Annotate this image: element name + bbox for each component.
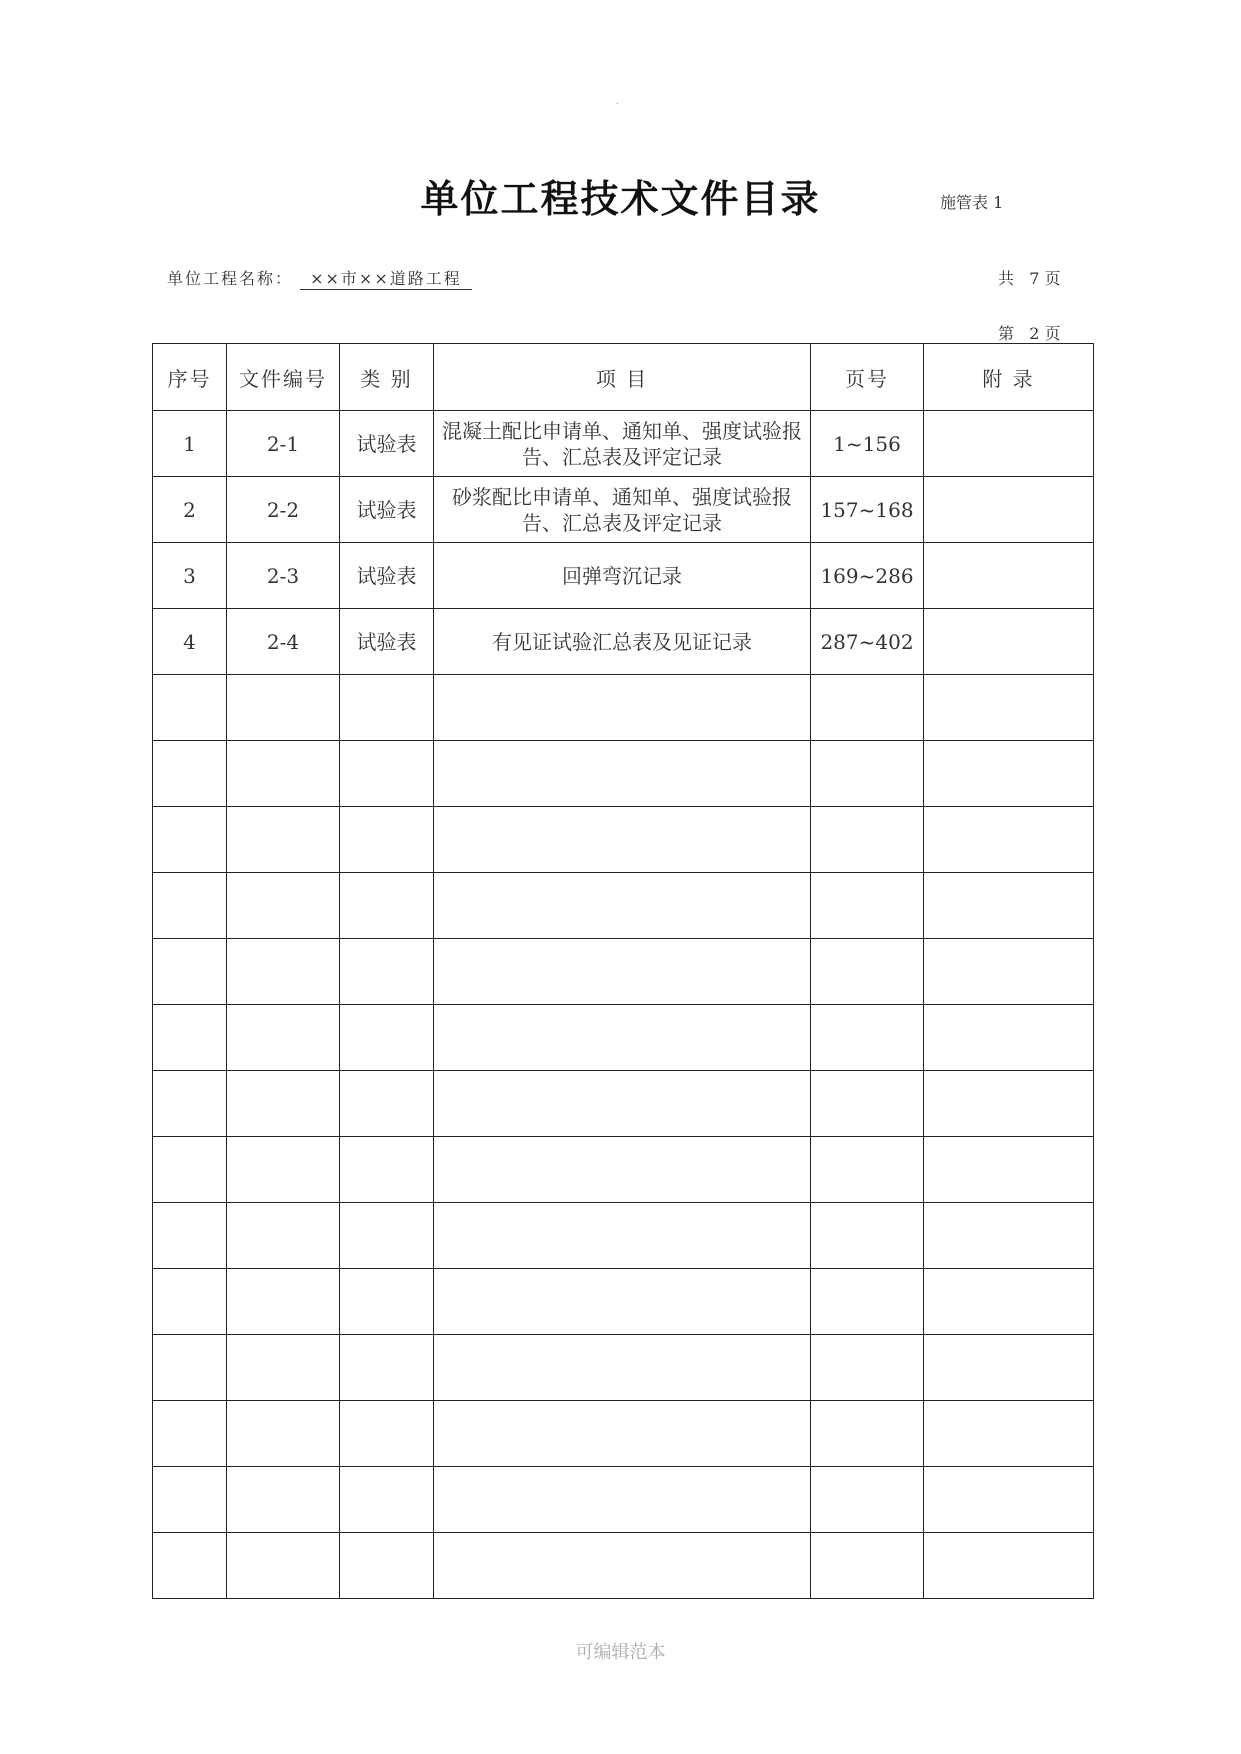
cell-appendix [924, 1401, 1094, 1467]
cell-item [434, 1401, 811, 1467]
cell-appendix [924, 807, 1094, 873]
cell-serial-no [153, 1335, 227, 1401]
cell-page-range [811, 939, 924, 1005]
footer-note: 可编辑范本 [575, 1642, 666, 1663]
cell-category [340, 873, 434, 939]
cell-serial-no [153, 873, 227, 939]
cell-page-range [811, 1269, 924, 1335]
cell-serial-no: 1 [153, 411, 227, 477]
cell-item [434, 1467, 811, 1533]
cell-category [340, 1269, 434, 1335]
cell-category: 试验表 [340, 543, 434, 609]
cell-item [434, 807, 811, 873]
cell-category [340, 741, 434, 807]
cell-category [340, 1203, 434, 1269]
cell-page-range: 169~286 [811, 543, 924, 609]
cell-appendix [924, 741, 1094, 807]
cell-file-no [227, 939, 340, 1005]
cell-serial-no [153, 807, 227, 873]
table-header-row [153, 344, 1094, 411]
cell-category: 试验表 [340, 477, 434, 543]
cell-page-range: 157~168 [811, 477, 924, 543]
top-mark: . [616, 96, 620, 107]
cell-item: 回弹弯沉记录 [434, 543, 811, 609]
cell-file-no: 2-4 [227, 609, 340, 675]
cell-item [434, 873, 811, 939]
cell-file-no: 2-3 [227, 543, 340, 609]
cell-file-no [227, 1533, 340, 1599]
cell-serial-no [153, 741, 227, 807]
cell-page-range [811, 1467, 924, 1533]
cell-page-range [811, 1005, 924, 1071]
cell-appendix [924, 873, 1094, 939]
cell-appendix [924, 1203, 1094, 1269]
cell-category [340, 675, 434, 741]
table-row [153, 1467, 1094, 1533]
table-row [153, 939, 1094, 1005]
cell-item [434, 939, 811, 1005]
table-row [153, 1071, 1094, 1137]
cell-file-no [227, 1269, 340, 1335]
cell-category [340, 1533, 434, 1599]
cell-file-no [227, 1203, 340, 1269]
cell-file-no [227, 1335, 340, 1401]
header-item: 项 目 [434, 344, 811, 411]
cell-serial-no: 4 [153, 609, 227, 675]
cell-item [434, 1533, 811, 1599]
cell-page-range: 1~156 [811, 411, 924, 477]
file-catalog-table [152, 343, 1094, 1599]
cell-item: 砂浆配比申请单、通知单、强度试验报告、汇总表及评定记录 [434, 477, 811, 543]
cell-item: 有见证试验汇总表及见证记录 [434, 609, 811, 675]
table-row [153, 1137, 1094, 1203]
cell-appendix [924, 675, 1094, 741]
cell-category [340, 1335, 434, 1401]
table-row [153, 1269, 1094, 1335]
cell-page-range [811, 675, 924, 741]
table-row [153, 675, 1094, 741]
table-row [153, 1203, 1094, 1269]
cell-appendix [924, 1335, 1094, 1401]
cell-page-range [811, 873, 924, 939]
table-row [153, 1335, 1094, 1401]
cell-category [340, 1401, 434, 1467]
cell-item [434, 1005, 811, 1071]
table-row [153, 873, 1094, 939]
cell-serial-no [153, 1401, 227, 1467]
cell-serial-no [153, 939, 227, 1005]
table-row [153, 411, 1094, 477]
cell-appendix [924, 1071, 1094, 1137]
cell-file-no [227, 807, 340, 873]
cell-category [340, 939, 434, 1005]
cell-category: 试验表 [340, 411, 434, 477]
cell-file-no: 2-1 [227, 411, 340, 477]
cell-category [340, 1071, 434, 1137]
table-row [153, 543, 1094, 609]
cell-category [340, 807, 434, 873]
cell-page-range [811, 807, 924, 873]
cell-item [434, 1269, 811, 1335]
cell-file-no [227, 873, 340, 939]
cell-serial-no [153, 1533, 227, 1599]
cell-page-range [811, 1203, 924, 1269]
cell-appendix [924, 609, 1094, 675]
cell-serial-no: 2 [153, 477, 227, 543]
header-page-no: 页号 [811, 344, 924, 411]
table-row [153, 1533, 1094, 1599]
cell-item [434, 1335, 811, 1401]
cell-appendix [924, 477, 1094, 543]
cell-item [434, 1071, 811, 1137]
cell-file-no [227, 741, 340, 807]
cell-file-no [227, 1401, 340, 1467]
cell-serial-no [153, 1269, 227, 1335]
cell-category [340, 1005, 434, 1071]
cell-file-no [227, 675, 340, 741]
cell-appendix [924, 1533, 1094, 1599]
cell-appendix [924, 1005, 1094, 1071]
cell-file-no [227, 1137, 340, 1203]
cell-appendix [924, 1467, 1094, 1533]
header-serial-no: 序号 [153, 344, 227, 411]
table-row [153, 609, 1094, 675]
table-row [153, 1005, 1094, 1071]
cell-item [434, 741, 811, 807]
cell-category: 试验表 [340, 609, 434, 675]
project-name-label: 单位工程名称： [167, 269, 294, 288]
cell-serial-no [153, 1467, 227, 1533]
cell-file-no [227, 1005, 340, 1071]
cell-serial-no: 3 [153, 543, 227, 609]
cell-item [434, 1137, 811, 1203]
cell-item: 混凝土配比申请单、通知单、强度试验报告、汇总表及评定记录 [434, 411, 811, 477]
cell-category [340, 1137, 434, 1203]
header-category: 类 别 [340, 344, 434, 411]
cell-page-range [811, 1335, 924, 1401]
cell-serial-no [153, 1203, 227, 1269]
cell-file-no [227, 1467, 340, 1533]
document-title: 单位工程技术文件目录 [420, 177, 821, 221]
cell-item [434, 675, 811, 741]
project-name-value: ××市××道路工程 [300, 269, 472, 290]
cell-page-range [811, 1401, 924, 1467]
table-row [153, 1401, 1094, 1467]
cell-appendix [924, 1137, 1094, 1203]
header-file-no: 文件编号 [227, 344, 340, 411]
cell-serial-no [153, 675, 227, 741]
header-appendix: 附 录 [924, 344, 1094, 411]
table-row [153, 477, 1094, 543]
project-name-line [167, 266, 472, 290]
cell-file-no: 2-2 [227, 477, 340, 543]
cell-page-range [811, 1137, 924, 1203]
total-pages: 共 7 页 [998, 269, 1061, 288]
cell-page-range: 287~402 [811, 609, 924, 675]
cell-serial-no [153, 1137, 227, 1203]
current-page: 第 2 页 [998, 324, 1061, 343]
cell-appendix [924, 1269, 1094, 1335]
table-row [153, 807, 1094, 873]
cell-page-range [811, 1071, 924, 1137]
cell-serial-no [153, 1005, 227, 1071]
cell-page-range [811, 1533, 924, 1599]
cell-appendix [924, 543, 1094, 609]
cell-appendix [924, 411, 1094, 477]
cell-file-no [227, 1071, 340, 1137]
cell-page-range [811, 741, 924, 807]
cell-category [340, 1467, 434, 1533]
cell-appendix [924, 939, 1094, 1005]
cell-serial-no [153, 1071, 227, 1137]
cell-item [434, 1203, 811, 1269]
table-row [153, 741, 1094, 807]
table-body [153, 411, 1094, 1599]
form-code: 施管表 1 [940, 193, 1004, 212]
